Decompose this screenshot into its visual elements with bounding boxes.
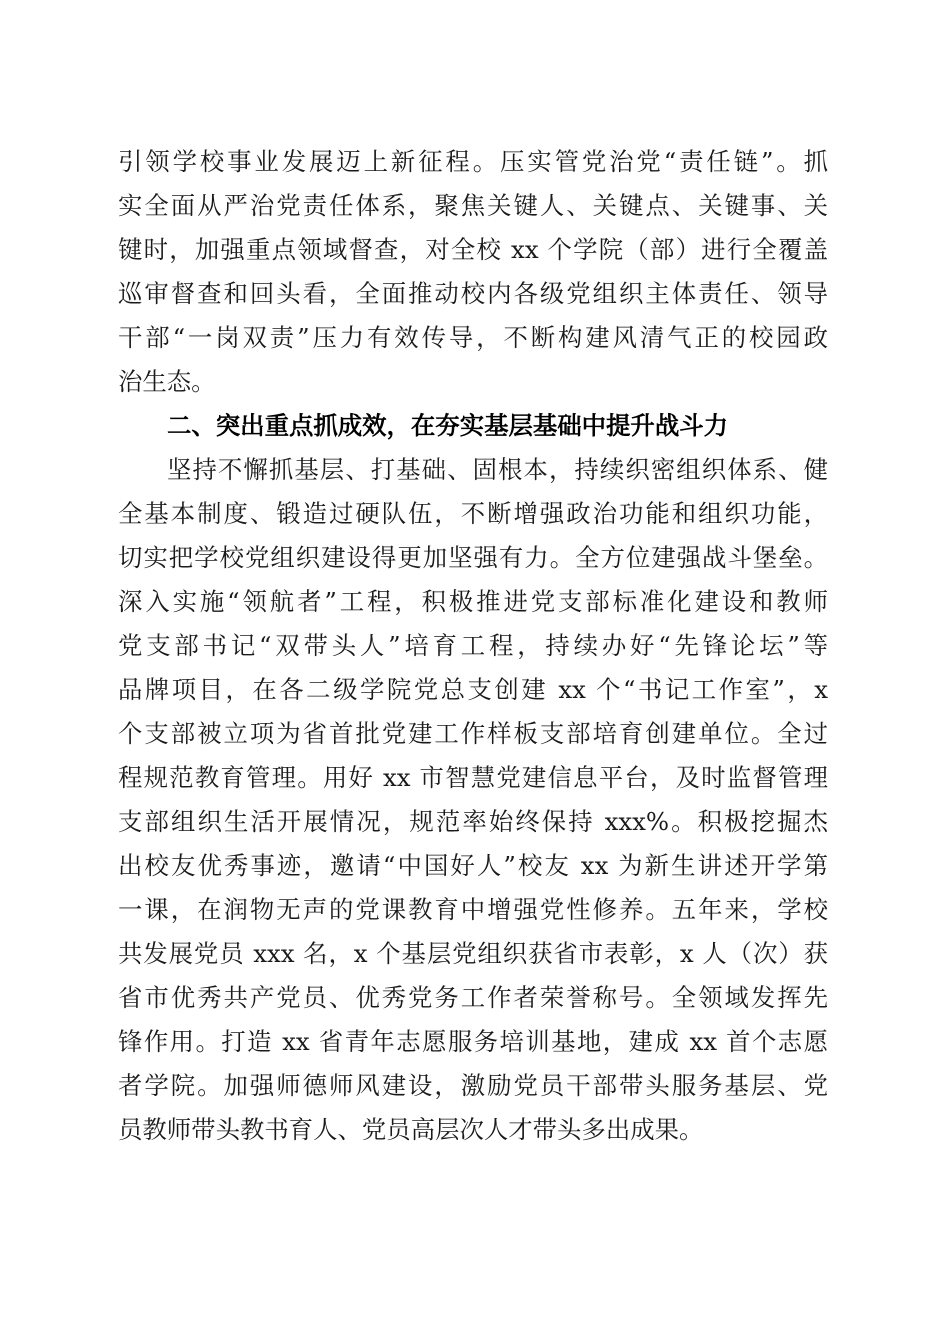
paragraph-2-line-1: 坚持不懈抓基层、打基础、固根本，持续织密组织体系、健	[167, 455, 828, 484]
paragraph-1-line-3: 键时，加强重点领域督查，对全校 xx 个学院（部）进行全覆盖	[118, 235, 828, 264]
paragraph-2-line-5: 党支部书记“双带头人”培育工程，持续办好“先锋论坛”等	[118, 631, 828, 660]
paragraph-2-line-12: 共发展党员 xxx 名，x 个基层党组织获省市表彰，x 人（次）获	[118, 939, 828, 968]
paragraph-2-line-11: 一课，在润物无声的党课教育中增强党性修养。五年来，学校	[118, 895, 828, 924]
paragraph-1-line-1: 引领学校事业发展迈上新征程。压实管党治党“责任链”。抓	[118, 147, 828, 176]
paragraph-2-line-10: 出校友优秀事迹，邀请“中国好人”校友 xx 为新生讲述开学第	[118, 851, 828, 880]
paragraph-2-line-3: 切实把学校党组织建设得更加坚强有力。全方位建强战斗堡垒。	[118, 543, 828, 572]
paragraph-2-line-2: 全基本制度、锻造过硬队伍，不断增强政治功能和组织功能，	[118, 499, 828, 528]
section-heading: 二、突出重点抓成效，在夯实基层基础中提升战斗力	[167, 411, 728, 440]
paragraph-2-line-13: 省市优秀共产党员、优秀党务工作者荣誉称号。全领域发挥先	[118, 983, 828, 1012]
paragraph-2-line-6: 品牌项目，在各二级学院党总支创建 xx 个“书记工作室”，x	[118, 675, 828, 704]
paragraph-1-line-2: 实全面从严治党责任体系，聚焦关键人、关键点、关键事、关	[118, 191, 828, 220]
paragraph-2-line-15: 者学院。加强师德师风建设，激励党员干部带头服务基层、党	[118, 1071, 828, 1100]
paragraph-2-line-9: 支部组织生活开展情况，规范率始终保持 xxx%。积极挖掘杰	[118, 807, 828, 836]
paragraph-1-line-6: 治生态。	[118, 367, 216, 396]
paragraph-1-line-4: 巡审督查和回头看，全面推动校内各级党组织主体责任、领导	[118, 279, 828, 308]
paragraph-1-line-5: 干部“一岗双责”压力有效传导，不断构建风清气正的校园政	[118, 323, 828, 352]
paragraph-2-line-14: 锋作用。打造 xx 省青年志愿服务培训基地，建成 xx 首个志愿	[118, 1027, 828, 1056]
paragraph-2-line-4: 深入实施“领航者”工程，积极推进党支部标准化建设和教师	[118, 587, 828, 616]
paragraph-2-line-16: 员教师带头教书育人、党员高层次人才带头多出成果。	[118, 1115, 704, 1144]
paragraph-2-line-7: 个支部被立项为省首批党建工作样板支部培育创建单位。全过	[118, 719, 828, 748]
paragraph-2-line-8: 程规范教育管理。用好 xx 市智慧党建信息平台，及时监督管理	[118, 763, 828, 792]
